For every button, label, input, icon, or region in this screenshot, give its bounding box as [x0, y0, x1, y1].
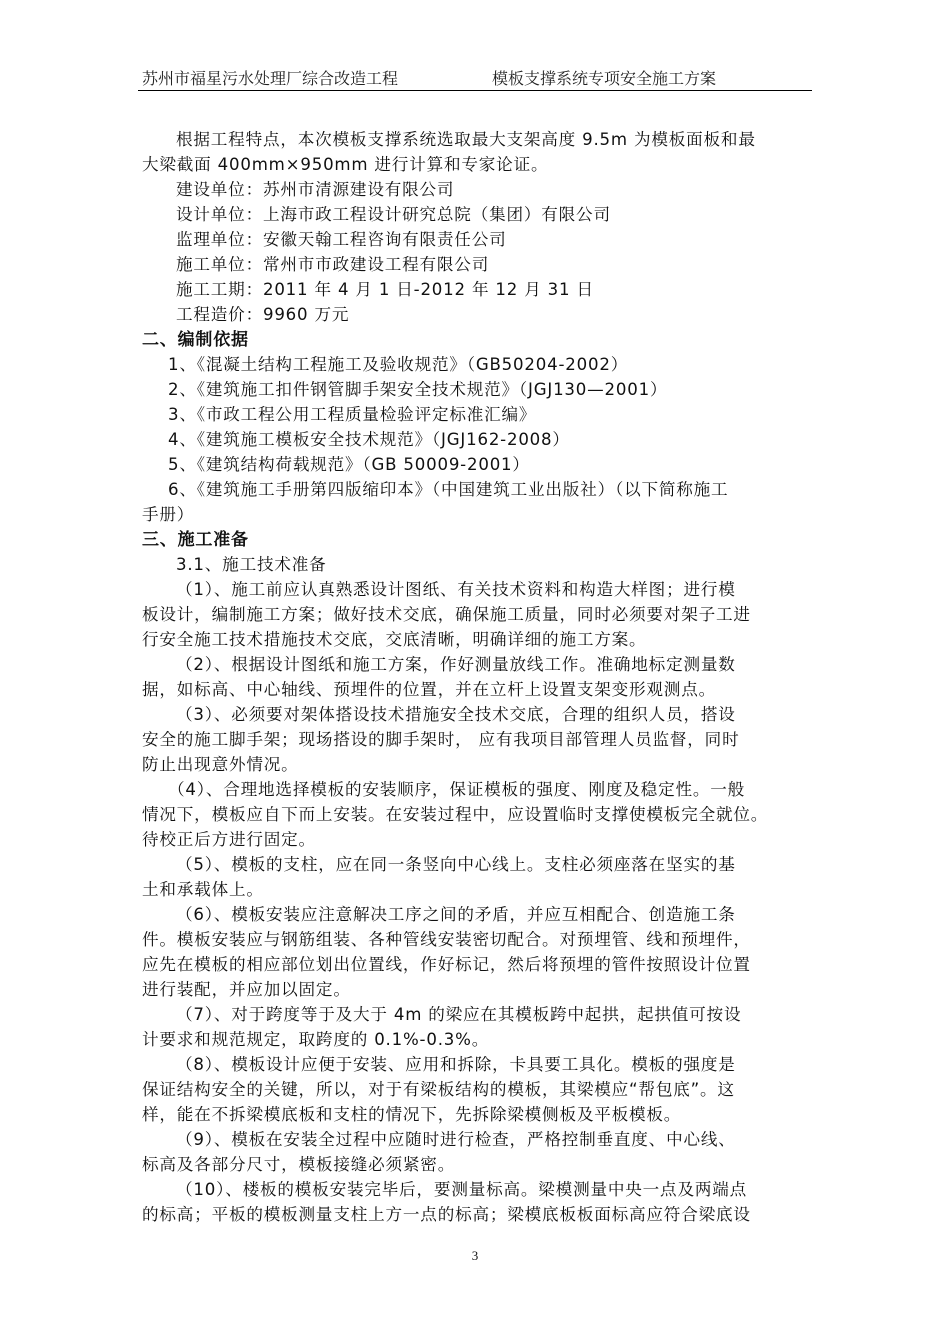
text-line: （2）、根据设计图纸和施工方案，作好测量放线工作。准确地标定测量数: [176, 655, 736, 674]
text-line: 样，能在不拆梁模底板和支柱的情况下，先拆除梁模侧板及平板模板。: [142, 1105, 682, 1124]
text-line: 2、《建筑施工扣件钢管脚手架安全技术规范》（JGJ130—2001）: [168, 380, 668, 399]
text-line: 的标高；平板的模板测量支柱上方一点的标高；梁模底板板面标高应符合梁底设: [142, 1205, 751, 1224]
text-line: 施工单位：常州市市政建设工程有限公司: [176, 255, 490, 274]
page-number: 3: [471, 1248, 479, 1263]
header-rule: [138, 90, 812, 91]
text-line: 标高及各部分尺寸，模板接缝必须紧密。: [142, 1155, 456, 1174]
text-line: （5）、模板的支柱，应在同一条竖向中心线上。支柱必须座落在坚实的基: [176, 855, 736, 874]
text-line: 防止出现意外情况。: [142, 755, 299, 774]
header-project-title: 苏州市福星污水处理厂综合改造工程: [142, 69, 399, 88]
text-line: （9）、模板在安装全过程中应随时进行检查，严格控制垂直度、中心线、: [176, 1130, 736, 1149]
text-line: 计要求和规范规定，取跨度的 0.1%-0.3%。: [142, 1030, 490, 1049]
header-document-title: 模板支撑系统专项安全施工方案: [492, 69, 717, 88]
text-line: 板设计，编制施工方案；做好技术交底，确保施工质量，同时必须要对架子工进: [142, 605, 751, 624]
text-line: 大梁截面 400mm×950mm 进行计算和专家论证。: [142, 155, 549, 174]
text-line: （4）、合理地选择模板的安装顺序，保证模板的强度、刚度及稳定性。一般: [168, 780, 746, 799]
text-line: 监理单位：安徽天翰工程咨询有限责任公司: [176, 230, 507, 249]
text-line: （8）、模板设计应便于安装、应用和拆除，卡具要工具化。模板的强度是: [176, 1055, 736, 1074]
text-line: 3、《市政工程公用工程质量检验评定标准汇编》: [168, 405, 537, 424]
text-line: 设计单位：上海市政工程设计研究总院（集团）有限公司: [176, 205, 611, 224]
text-line: （7）、对于跨度等于及大于 4m 的梁应在其模板跨中起拱，起拱值可按设: [176, 1005, 742, 1024]
text-line: 3.1、施工技术准备: [176, 555, 327, 574]
text-line: 应先在模板的相应部位划出位置线，作好标记，然后将预埋的管件按照设计位置: [142, 955, 751, 974]
text-line: 建设单位：苏州市清源建设有限公司: [176, 180, 455, 199]
text-line: 待校正后方进行固定。: [142, 830, 316, 849]
text-line: 进行装配，并应加以固定。: [142, 980, 351, 999]
text-line: （1）、施工前应认真熟悉设计图纸、有关技术资料和构造大样图；进行模: [176, 580, 736, 599]
text-line: 手册）: [142, 505, 195, 524]
text-line: 1、《混凝土结构工程施工及验收规范》（GB50204-2002）: [168, 355, 629, 374]
text-line: 根据工程特点，本次模板支撑系统选取最大支架高度 9.5m 为模板面板和最: [176, 130, 756, 149]
text-line: 行安全施工技术措施技术交底，交底清晰，明确详细的施工方案。: [142, 630, 647, 649]
text-line: 5、《建筑结构荷载规范》（GB 50009-2001）: [168, 455, 530, 474]
text-line: 施工工期：2011 年 4 月 1 日-2012 年 12 月 31 日: [176, 280, 594, 299]
section-heading: 三、施工准备: [142, 530, 249, 550]
text-line: 件。模板安装应与钢筋组装、各种管线安装密切配合。对预埋管、线和预埋件，: [142, 930, 751, 949]
text-line: 土和承载体上。: [142, 880, 264, 899]
text-line: （3）、必须要对架体搭设技术措施安全技术交底，合理的组织人员，搭设: [176, 705, 736, 724]
text-line: 保证结构安全的关键，所以，对于有梁板结构的模板，其梁模应“帮包底”。这: [142, 1080, 735, 1099]
text-line: 工程造价：9960 万元: [176, 305, 350, 324]
text-line: 6、《建筑施工手册第四版缩印本》（中国建筑工业出版社）（以下简称施工: [168, 480, 729, 499]
text-line: （10）、楼板的模板安装完毕后，要测量标高。梁模测量中央一点及两端点: [176, 1180, 748, 1199]
section-heading: 二、编制依据: [142, 330, 249, 350]
text-line: （6）、模板安装应注意解决工序之间的矛盾，并应互相配合、创造施工条: [176, 905, 736, 924]
text-line: 据，如标高、中心轴线、预埋件的位置，并在立杆上设置支架变形观测点。: [142, 680, 716, 699]
text-line: 4、《建筑施工模板安全技术规范》（JGJ162-2008）: [168, 430, 570, 449]
text-line: 安全的施工脚手架；现场搭设的脚手架时， 应有我项目部管理人员监督，同时: [142, 730, 740, 749]
text-line: 情况下，模板应自下而上安装。在安装过程中，应设置临时支撑使模板完全就位。: [142, 805, 769, 824]
